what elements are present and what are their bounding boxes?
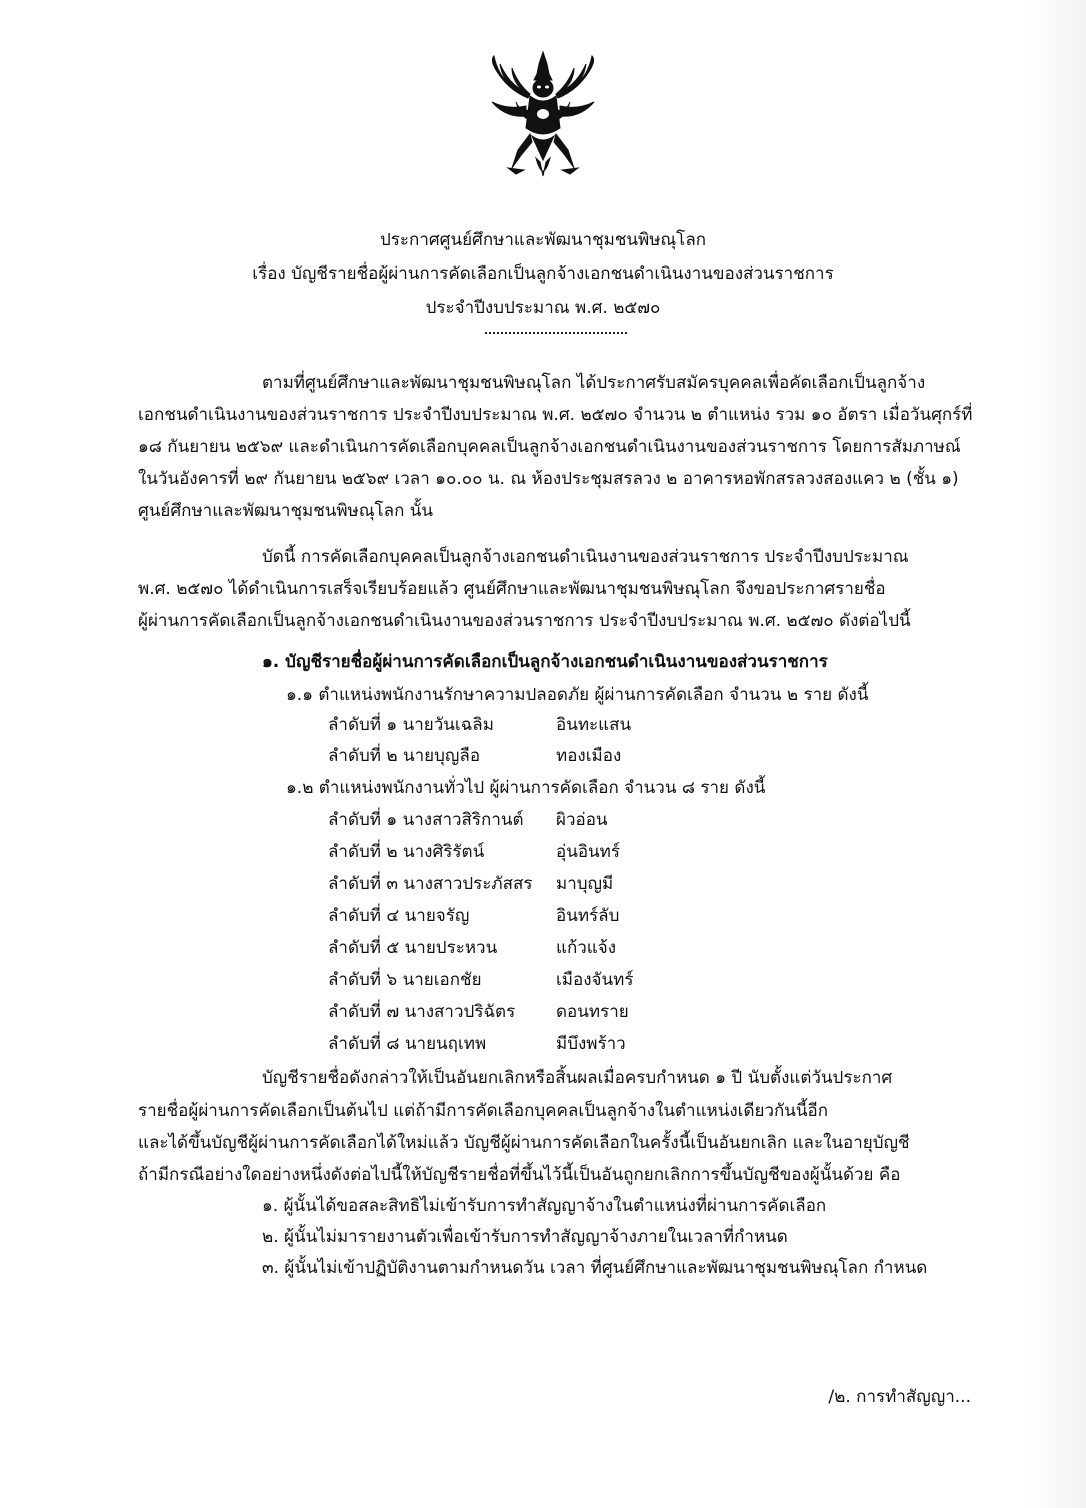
surname: อินทร์ลับ <box>556 906 620 926</box>
condition-1: ๑. ผู้นั้นได้ขอสละสิทธิไม่เข้ารับการทำสัญญาจ้างในตำแหน่งที่ผ่านการคัดเลือก <box>262 1196 827 1216</box>
surname: ทองเมือง <box>556 746 622 766</box>
section-1-heading: ๑. บัญชีรายชื่อผู้ผ่านการคัดเลือกเป็นลูกจ้างเอกชนดำเนินงานของส่วนราชการ <box>262 652 828 672</box>
rank-name: ลำดับที่ ๘ นายนฤเทพ <box>328 1034 487 1054</box>
condition-3: ๓. ผู้นั้นไม่เข้าปฏิบัติงานตามกำหนดวัน เวลา ที่ศูนย์ศึกษาและพัฒนาชุมชนพิษณุโลก กำหนด <box>262 1258 928 1278</box>
surname: เมืองจันทร์ <box>556 970 634 990</box>
paragraph-1-line-4: ในวันอังคารที่ ๒๙ กันยายน ๒๕๖๙ เวลา ๑๐.๐๐ น. ณ ห้องประชุมสรลวง ๒ อาคารหอพักสรลวงสองแคว ๒ (ชั้น ๑) <box>138 469 959 489</box>
paragraph-3-line-4: ถ้ามีกรณีอย่างใดอย่างหนึ่งดังต่อไปนี้ให้บัญชีรายชื่อที่ขึ้นไว้นี้เป็นอันถูกยกเลิกการขึ้นบัญชีของผู้นั้นด้วย คือ <box>138 1165 901 1185</box>
section-1-2-heading: ๑.๒ ตำแหน่งพนักงานทั่วไป ผู้ผ่านการคัดเลือก จำนวน ๘ ราย ดังนี้ <box>286 778 766 798</box>
paragraph-1-line-2: เอกชนดำเนินงานของส่วนราชการ ประจำปีงบประมาณ พ.ศ. ๒๕๗๐ จำนวน ๒ ตำแหน่ง รวม ๑๐ อัตรา เมื่อวันศุกร์ที่ <box>138 405 973 425</box>
list-item <box>0 808 1086 832</box>
paragraph-1-line-1: ตามที่ศูนย์ศึกษาและพัฒนาชุมชนพิษณุโลก ได้ประกาศรับสมัครบุคคลเพื่อคัดเลือกเป็นลูกจ้าง <box>262 373 926 393</box>
rank-name: ลำดับที่ ๒ นายบุญลือ <box>328 746 481 766</box>
header-divider <box>485 332 627 334</box>
rank-name: ลำดับที่ ๖ นายเอกชัย <box>328 970 482 990</box>
list-item <box>0 872 1086 896</box>
rank-name: ลำดับที่ ๔ นายจรัญ <box>328 906 470 926</box>
announcement-title: ประกาศศูนย์ศึกษาและพัฒนาชุมชนพิษณุโลก <box>379 230 707 250</box>
page-continuation: /๒. การทำสัญญา... <box>828 1387 971 1407</box>
paragraph-3-line-3: และได้ขึ้นบัญชีผู้ผ่านการคัดเลือกได้ใหม่แล้ว บัญชีผู้ผ่านการคัดเลือกในครั้งนี้เป็นอันยกเลิก และในอายุบัญชี <box>138 1133 910 1153</box>
paragraph-2-line-1: บัดนี้ การคัดเลือกบุคคลเป็นลูกจ้างเอกชนดำเนินงานของส่วนราชการ ประจำปีงบประมาณ <box>262 547 909 567</box>
rank-name: ลำดับที่ ๒ นางศิริรัตน์ <box>328 842 485 862</box>
list-item <box>0 936 1086 960</box>
paragraph-2-line-3: ผู้ผ่านการคัดเลือกเป็นลูกจ้างเอกชนดำเนินงานของส่วนราชการ ประจำปีงบประมาณ พ.ศ. ๒๕๗๐ ดังต่อไปนี้ <box>138 611 911 631</box>
surname: อินทะแสน <box>556 715 632 735</box>
rank-name: ลำดับที่ ๑ นายวันเฉลิม <box>328 715 494 735</box>
paragraph-1-line-5: ศูนย์ศึกษาและพัฒนาชุมชนพิษณุโลก นั้น <box>138 501 434 521</box>
surname: ผิวอ่อน <box>556 810 608 830</box>
rank-name: ลำดับที่ ๓ นางสาวประภัสสร <box>328 874 533 894</box>
list-item <box>0 744 1086 768</box>
surname: มีบึงพร้าว <box>556 1034 626 1054</box>
surname: มาบุญมี <box>556 874 614 894</box>
list-item <box>0 1032 1086 1056</box>
surname: อุ่นอินทร์ <box>556 842 620 862</box>
paragraph-3-line-2: รายชื่อผู้ผ่านการคัดเลือกเป็นต้นไป แต่ถ้ามีการคัดเลือกบุคคลเป็นลูกจ้างในตำแหน่งเดียวกันนี้อีก <box>138 1101 829 1121</box>
paragraph-3-line-1: บัญชีรายชื่อดังกล่าวให้เป็นอันยกเลิกหรือสิ้นผลเมื่อครบกำหนด ๑ ปี นับตั้งแต่วันประกาศ <box>262 1068 893 1088</box>
section-1-1-heading: ๑.๑ ตำแหน่งพนักงานรักษาความปลอดภัย ผู้ผ่านการคัดเลือก จำนวน ๒ ราย ดังนี้ <box>286 685 869 705</box>
surname: ดอนทราย <box>556 1002 629 1022</box>
list-item <box>0 968 1086 992</box>
paragraph-2-line-2: พ.ศ. ๒๕๗๐ ได้ดำเนินการเสร็จเรียบร้อยแล้ว ศูนย์ศึกษาและพัฒนาชุมชนพิษณุโลก จึงขอประกาศรายชื่อ <box>138 579 886 599</box>
announcement-subject: เรื่อง บัญชีรายชื่อผู้ผ่านการคัดเลือกเป็นลูกจ้างเอกชนดำเนินงานของส่วนราชการ <box>252 264 834 284</box>
list-item <box>0 713 1086 737</box>
rank-name: ลำดับที่ ๕ นายประหวน <box>328 938 498 958</box>
garuda-emblem-icon <box>482 50 604 190</box>
rank-name: ลำดับที่ ๑ นางสาวสิริกานต์ <box>328 810 524 830</box>
surname: แก้วแจ้ง <box>556 938 617 958</box>
list-item <box>0 1000 1086 1024</box>
list-item <box>0 904 1086 928</box>
announcement-fiscal-year: ประจำปีงบประมาณ พ.ศ. ๒๕๗๐ <box>425 298 661 318</box>
rank-name: ลำดับที่ ๗ นางสาวปริฉัตร <box>328 1002 516 1022</box>
condition-2: ๒. ผู้นั้นไม่มารายงานตัวเพื่อเข้ารับการทำสัญญาจ้างภายในเวลาที่กำหนด <box>262 1227 788 1247</box>
paragraph-1-line-3: ๑๘ กันยายน ๒๕๖๙ และดำเนินการคัดเลือกบุคคลเป็นลูกจ้างเอกชนดำเนินงานของส่วนราชการ โดยการสัมภาษณ์ <box>138 437 961 457</box>
list-item <box>0 840 1086 864</box>
